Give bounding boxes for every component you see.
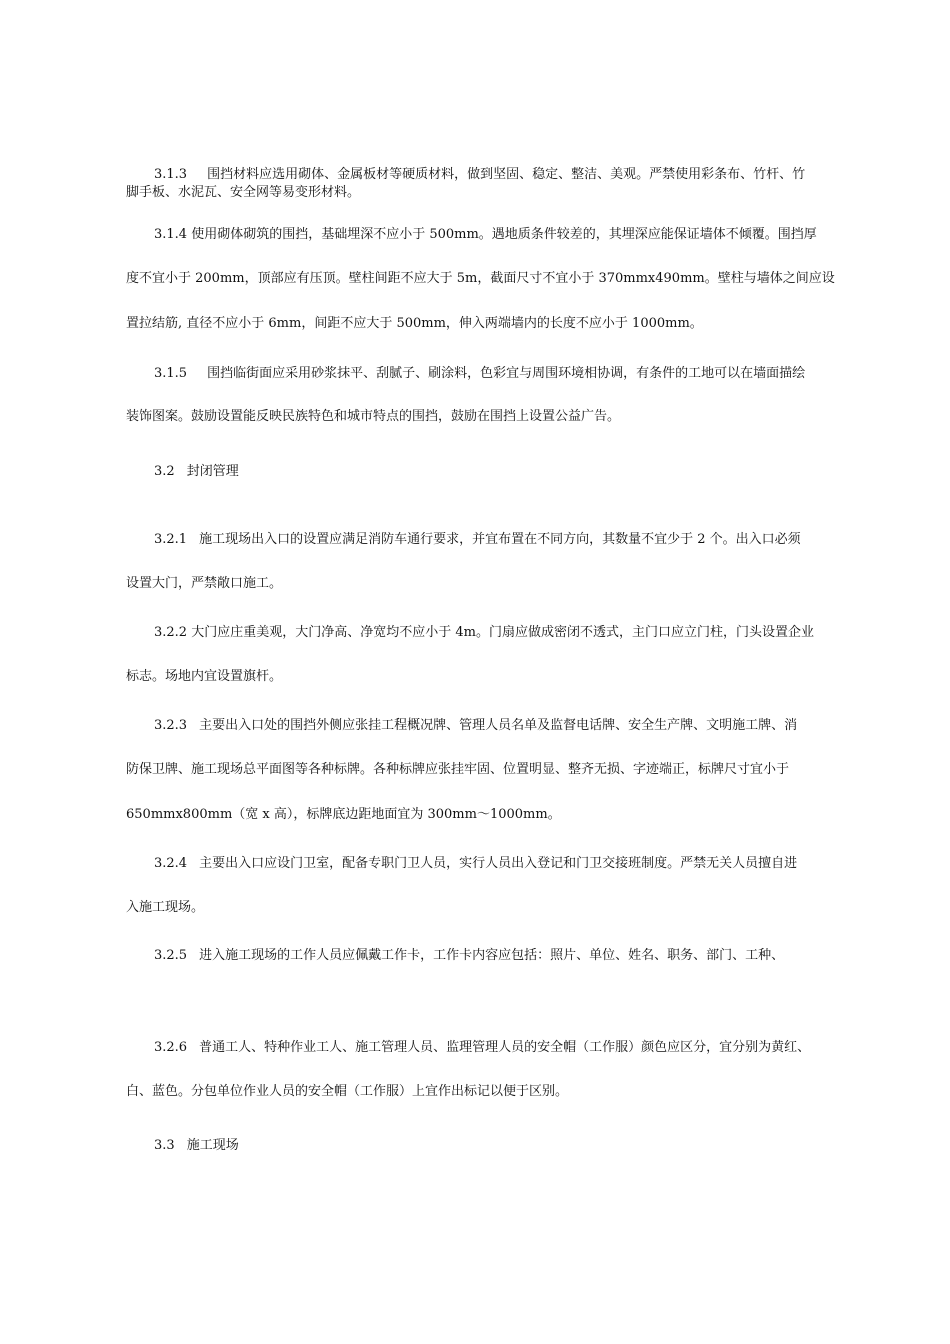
clause-number: 3.2.6 xyxy=(154,1040,188,1055)
section-title: 封闭管理 xyxy=(186,464,239,479)
clause-text: 主要出入口应设门卫室，配备专职门卫人员，实行人员出入登记和门卫交接班制度。严禁无关人员擅自进 xyxy=(199,856,798,871)
clause-number: 3.2.1 xyxy=(154,532,188,547)
section-heading-3-3 xyxy=(154,1137,842,1155)
clause-3-2-1-line-1 xyxy=(154,531,842,549)
clause-3-2-4-line-2: 入施工现场。 xyxy=(126,900,205,915)
section-number: 3.2 xyxy=(154,464,175,479)
clause-3-1-4-line-1: 3.1.4 使用砌体砌筑的围挡，基础埋深不应小于 500mm。遇地质条件较差的，其埋深应能保证墙体不倾覆。围挡厚 xyxy=(154,227,817,242)
clause-text: 主要出入口处的围挡外侧应张挂工程概况牌、管理人员名单及监督电话牌、安全生产牌、文明施工牌、消 xyxy=(199,718,798,733)
clause-text: 围挡材料应选用砌体、金属板材等硬质材料，做到坚固、稳定、整洁、美观。严禁使用彩条布、竹杆、竹 xyxy=(207,167,806,182)
clause-number: 3.1.3 xyxy=(154,167,188,182)
section-number: 3.3 xyxy=(154,1138,175,1153)
clause-3-2-3-line-2: 防保卫牌、施工现场总平面图等各种标牌。各种标牌应张挂牢固、位置明显、整齐无损、字迹端正，标牌尺寸宜小于 xyxy=(126,762,790,777)
clause-3-2-3-line-1 xyxy=(154,717,842,735)
clause-text: 进入施工现场的工作人员应佩戴工作卡，工作卡内容应包括：照片、单位、姓名、职务、部门、工种、 xyxy=(199,948,785,963)
clause-text: 围挡临街面应采用砂浆抹平、刮腻子、刷涂料，色彩宜与周围环境相协调，有条件的工地可以在墙面描绘 xyxy=(207,366,806,381)
clause-number: 3.2.4 xyxy=(154,856,188,871)
clause-3-2-1-line-2: 设置大门，严禁敞口施工。 xyxy=(126,576,283,591)
clause-3-1-5-line-1 xyxy=(154,365,842,383)
clause-3-2-3-line-3: 650mmx800mm（宽 x 高），标牌底边距地面宜为 300mm〜1000mm。 xyxy=(126,807,561,822)
clause-number: 3.1.5 xyxy=(154,366,188,381)
clause-number: 3.2.5 xyxy=(154,948,188,963)
clause-3-2-2-line-1: 3.2.2 大门应庄重美观，大门净高、净宽均不应小于 4m。门扇应做成密闭不透式，主门口应立门柱，门头设置企业 xyxy=(154,625,814,640)
clause-3-2-6-line-2: 白、蓝色。分包单位作业人员的安全帽（工作服）上宜作出标记以便于区别。 xyxy=(126,1084,569,1099)
clause-3-2-5-line-1 xyxy=(154,947,842,965)
clause-3-1-3-line-2: 脚手板、水泥瓦、安全网等易变形材料。 xyxy=(126,185,361,200)
clause-3-1-5-line-2: 装饰图案。鼓励设置能反映民族特色和城市特点的围挡，鼓励在围挡上设置公益广告。 xyxy=(126,409,621,424)
clause-text: 施工现场出入口的设置应满足消防车通行要求，并宜布置在不同方向，其数量不宜少于 2 个。出入口必须 xyxy=(199,532,801,547)
clause-3-2-4-line-1 xyxy=(154,855,842,873)
clause-3-2-6-line-1 xyxy=(154,1039,842,1057)
clause-text: 普通工人、特种作业工人、施工管理人员、监理管理人员的安全帽（工作服）颜色应区分，宜分别为黄红、 xyxy=(199,1040,811,1055)
clause-3-1-3-line-1 xyxy=(154,166,842,184)
clause-3-1-4-line-2: 度不宜小于 200mm，顶部应有压顶。壁柱间距不应大于 5m，截面尺寸不宜小于 370mmx490mm。壁柱与墙体之间应设 xyxy=(126,271,835,286)
clause-3-1-4-line-3: 置拉结筋, 直径不应小于 6mm，间距不应大于 500mm，伸入两端墙内的长度不应小于 1000mm。 xyxy=(126,316,703,331)
clause-3-2-2-line-2: 标志。场地内宜设置旗杆。 xyxy=(126,669,283,684)
section-heading-3-2 xyxy=(154,463,842,481)
clause-number: 3.2.3 xyxy=(154,718,188,733)
section-title: 施工现场 xyxy=(186,1138,239,1153)
